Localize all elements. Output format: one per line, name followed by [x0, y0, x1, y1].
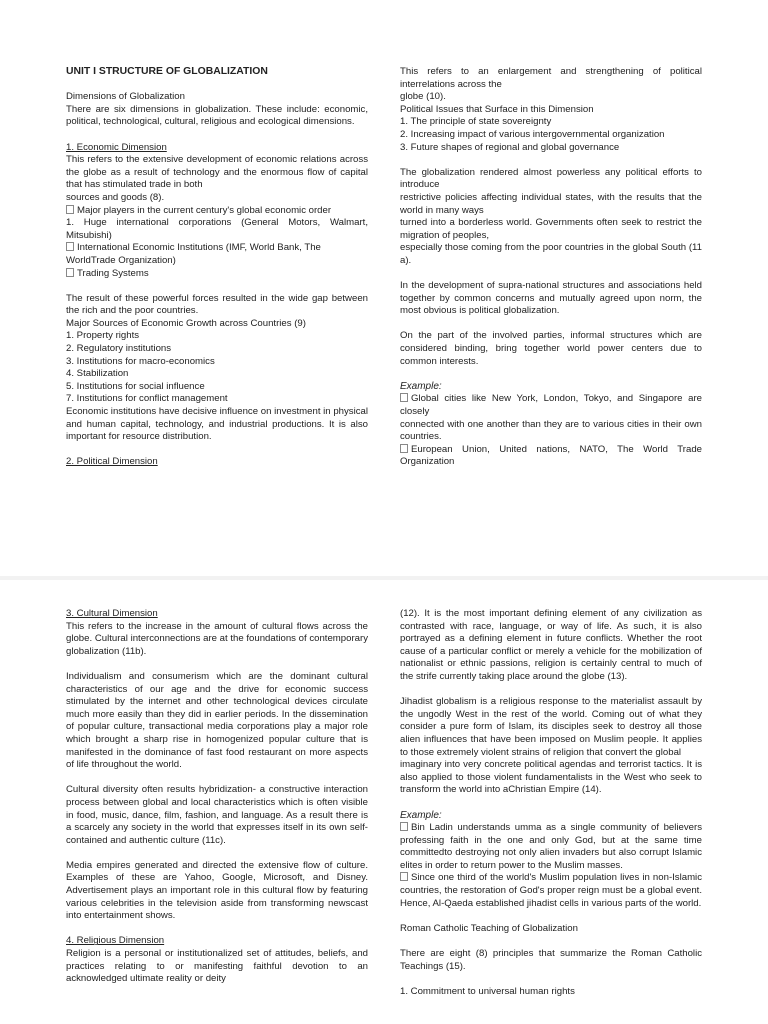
bullet-text: European Union, United nations, NATO, The World Trade Organization	[400, 443, 702, 468]
economic-list-1: 1. Huge international corporations (General Motors, Walmart, Mitsubishi)	[66, 217, 368, 241]
bullet-box-icon	[66, 242, 74, 251]
bullet-text: Major players in the current century's global economic order	[77, 204, 332, 216]
source-item: 3. Institutions for macro-economics	[66, 355, 215, 367]
cultural-paragraph-2: Individualism and consumerism which are the dominant cultural characteristics of our age and the drive for economic success stimulated by the internet and other technological devices circulate much more easily than they did in earlier periods. In the dissemination of popular culture, transactional media corporations play a major role which brought a sharp rise in homogenized popular culture that is manifested in the dominance of fast food restaurant on more aspects of life throughout the world.	[66, 670, 368, 771]
page1-right-column	[400, 66, 702, 469]
economic-paragraph-1b: sources and goods (8).	[66, 191, 165, 203]
economic-bullet-2	[66, 242, 368, 267]
economic-paragraph-3: Economic institutions have decisive influence on investment in physical and human capital, technology, and industrial productions. It is also important for resource distribution.	[66, 406, 368, 443]
jihadist-paragraph-b: imaginary into very concrete political agendas and terrorist tactics. It is also applied to those violent fundamentalists in the West who seek to transform the world into aChristian Empire (14).	[400, 759, 702, 796]
political-paragraph-1: This refers to an enlargement and strengthening of political interrelations across the	[400, 66, 702, 90]
example-label: Example:	[400, 380, 442, 392]
source-item: 4. Stabilization	[66, 368, 129, 380]
religious-paragraph-2: (12). It is the most important defining element of any civilization as contrasted with race, language, or way of life. As such, it is also portrayed as a defining element in future conflicts. Whether the root cause of a particular conflict or merely a vehicle for the mobilization of nationalist or ethnic passions, religion is certainly central to much of the strife currently taking place around the globe (13).	[400, 608, 702, 682]
page2-left-column	[66, 608, 368, 986]
cultural-paragraph-4: Media empires generated and directed the extensive flow of culture. Examples of these are Yahoo, Google, Microsoft, and Disney. Advertisement plays an important role in this cultural flow by featuring various celebrities in the television aside from transforming newscast into entertainment shows.	[66, 859, 368, 922]
economic-paragraph-2: The result of these powerful forces resulted in the wide gap between the rich and the poor countries.	[66, 292, 368, 317]
religious-dimension-heading: 4. Religious Dimension	[66, 935, 165, 947]
political-paragraph-3: In the development of supra-national structures and associations held together by common concerns and mutually agreed upon norm, the most obvious is political globalization.	[400, 280, 702, 317]
bullet-text: International Economic Institutions (IMF, World Bank, The WorldTrade Organization)	[66, 242, 321, 266]
source-item: 7. Institutions for conflict management	[66, 393, 228, 405]
political-paragraph-2d: especially those coming from the poor countries in the global South (11 a).	[400, 242, 702, 266]
document-page-2	[0, 580, 768, 1024]
dimensions-heading: Dimensions of Globalization	[66, 91, 185, 103]
source-item: 5. Institutions for social influence	[66, 380, 205, 392]
economic-bullet-1	[66, 205, 368, 218]
religious-example-2	[400, 872, 702, 910]
unit-title: UNIT I STRUCTURE OF GLOBALIZATION	[66, 66, 268, 77]
source-item: 2. Regulatory institutions	[66, 343, 172, 355]
political-paragraph-4: On the part of the involved parties, informal structures which are considered binding, bring together world power centers due to common interests.	[400, 330, 702, 367]
political-dimension-heading: 2. Political Dimension	[66, 456, 158, 468]
bullet-text: Global cities like New York, London, Tokyo, and Singapore are closely	[400, 393, 702, 418]
bullet-text: Bin Ladin understands umma as a single community of believers professing faith in the one and only God, but at the same time committedto destroying not only alien invaders but also corrupt Islamic elites in order to return power to the Muslim masses.	[400, 822, 702, 871]
economic-bullet-3	[66, 268, 368, 281]
political-issue-item: 3. Future shapes of regional and global governance	[400, 141, 620, 153]
roman-catholic-heading: Roman Catholic Teaching of Globalization	[400, 922, 578, 934]
political-paragraph-1b: globe (10).	[400, 91, 446, 103]
bullet-box-icon	[66, 205, 74, 214]
roman-catholic-item-1: 1. Commitment to universal human rights	[400, 985, 575, 997]
roman-catholic-paragraph: There are eight (8) principles that summarize the Roman Catholic Teachings (15).	[400, 948, 702, 972]
sources-heading: Major Sources of Economic Growth across Countries (9)	[66, 317, 306, 329]
bullet-box-icon	[400, 822, 408, 831]
bullet-box-icon	[400, 872, 408, 881]
bullet-box-icon	[66, 268, 74, 277]
example-label: Example:	[400, 809, 442, 821]
political-issue-item: 1. The principle of state sovereignty	[400, 116, 552, 128]
cultural-dimension-heading: 3. Cultural Dimension	[66, 608, 158, 619]
political-paragraph-2b: restrictive policies affecting individual states, with the results that the world in many ways	[400, 191, 702, 216]
economic-paragraph-1: This refers to the extensive development of economic relations across the globe as a result of technology and the enormous flow of capital that has stimulated trade in both	[66, 154, 368, 191]
jihadist-paragraph-a: Jihadist globalism is a religious response to the materialist assault by the ungodly West in the rest of the world. Coming out of what they consider a pure form of Islam, its disciples seek to destroy all those alien influences that have been imposed on Muslim people. It applies to those extremely violent strains of religion that convert the global	[400, 696, 702, 758]
page2-right-column	[400, 608, 702, 998]
political-paragraph-2c: turned into a borderless world. Governments often seek to restrict the migration of peoples,	[400, 217, 702, 241]
political-example-2	[400, 444, 702, 469]
cultural-paragraph-3: Cultural diversity often results hybridization- a constructive interaction process between global and local characteristics which is often visible in food, music, dance, film, fashion, and language. As a result there is a scarcely any society in the world that expresses itself in its own self-contained and authentic culture (11c).	[66, 784, 368, 846]
page1-left-column	[66, 66, 368, 469]
bullet-text: Since one third of the world's Muslim population lives in non-Islamic countries, the restoration of God's proper reign must be a global event. Hence, Al-Qaeda established jihadist cells in various parts of the world.	[400, 872, 702, 909]
economic-dimension-heading: 1. Economic Dimension	[66, 141, 167, 153]
religious-example-1	[400, 822, 702, 872]
religious-paragraph-1: Religion is a personal or institutionalized set of attitudes, beliefs, and practices relating to or manifesting faithful devotion to an acknowledged ultimate reality or deity	[66, 948, 368, 985]
bullet-text: Trading Systems	[77, 267, 149, 279]
dimensions-intro: There are six dimensions in globalization. These include: economic, political, technological, cultural, religious and ecological dimensions.	[66, 103, 368, 128]
political-issues-heading: Political Issues that Surface in this Dimension	[400, 103, 594, 115]
bullet-box-icon	[400, 393, 408, 402]
bullet-box-icon	[400, 444, 408, 453]
political-example-1a	[400, 393, 702, 418]
cultural-paragraph-1: This refers to the increase in the amount of cultural flows across the globe. Cultural interconnections are at the foundations of contemporary globalization (11b).	[66, 620, 368, 657]
source-item: 1. Property rights	[66, 330, 140, 342]
political-issue-item: 2. Increasing impact of various intergovernmental organization	[400, 128, 665, 140]
political-paragraph-2a: The globalization rendered almost powerless any political efforts to introduce	[400, 166, 702, 191]
political-example-1b: connected with one another than they are to various cities in their own countries.	[400, 418, 702, 443]
